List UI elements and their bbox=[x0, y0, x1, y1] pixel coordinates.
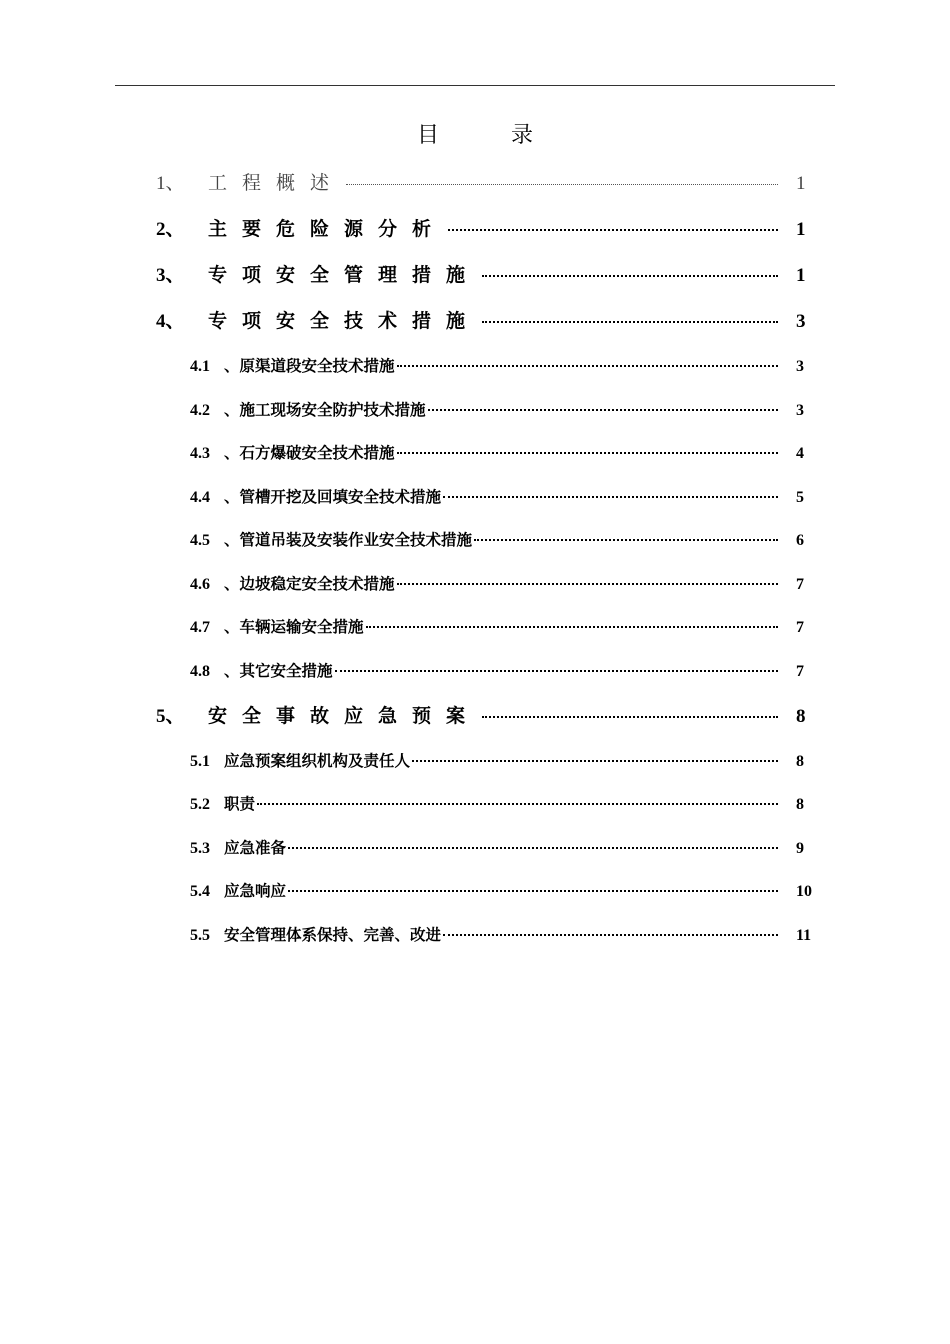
toc-entry-page: 1 bbox=[796, 265, 806, 286]
toc-entry[interactable] bbox=[190, 879, 820, 903]
toc-entry[interactable] bbox=[190, 441, 820, 465]
dot-leader bbox=[482, 275, 778, 277]
dot-leader bbox=[397, 583, 778, 585]
toc-entry-number: 4.2 bbox=[190, 402, 210, 419]
dot-leader bbox=[443, 934, 778, 936]
toc-entry-text: 、石方爆破安全技术措施 bbox=[224, 444, 395, 462]
dot-leader bbox=[412, 760, 778, 762]
dot-leader bbox=[482, 716, 778, 718]
toc-entry-number: 5、 bbox=[156, 706, 185, 727]
toc-entry[interactable] bbox=[156, 306, 820, 336]
toc-entry[interactable] bbox=[190, 836, 820, 860]
toc-entry-number: 3、 bbox=[156, 265, 185, 286]
dot-leader bbox=[257, 803, 778, 805]
toc-entry-text: 工程概述 bbox=[208, 173, 345, 194]
toc-entry[interactable] bbox=[190, 923, 820, 947]
toc-entry-number: 5.1 bbox=[190, 753, 210, 770]
toc-entry-number: 4.4 bbox=[190, 489, 210, 506]
toc-entry-number: 1、 bbox=[156, 173, 185, 194]
dot-leader bbox=[428, 409, 778, 411]
dot-leader bbox=[288, 847, 778, 849]
dot-leader bbox=[482, 321, 778, 323]
toc-entry-page: 3 bbox=[796, 402, 804, 419]
toc-entry-page: 7 bbox=[796, 576, 804, 593]
toc-entry-number: 4.3 bbox=[190, 445, 210, 462]
toc-entry-number: 4.1 bbox=[190, 358, 210, 375]
toc-title: 目录 bbox=[416, 122, 605, 147]
toc-entry-number: 4.5 bbox=[190, 532, 210, 549]
toc-entry-page: 6 bbox=[796, 532, 804, 549]
toc-entry-page: 7 bbox=[796, 663, 804, 680]
toc-entry-text: 、施工现场安全防护技术措施 bbox=[224, 401, 426, 419]
toc-entry[interactable] bbox=[190, 354, 820, 378]
toc-entry-page: 1 bbox=[796, 173, 806, 194]
toc-entry-page: 1 bbox=[796, 219, 806, 240]
toc-entry-page: 10 bbox=[796, 883, 812, 900]
toc-entry-page: 5 bbox=[796, 489, 804, 506]
dot-leader bbox=[397, 365, 778, 367]
toc-entry-number: 5.4 bbox=[190, 883, 210, 900]
toc-entry-text: 主要危险源分析 bbox=[208, 219, 447, 240]
toc-entry-text: 应急响应 bbox=[224, 882, 287, 900]
toc-entry-page: 8 bbox=[796, 753, 804, 770]
toc-entry-page: 7 bbox=[796, 619, 804, 636]
toc-entry-text: 、原渠道段安全技术措施 bbox=[224, 357, 395, 375]
toc-entry-text: 专项安全技术措施 bbox=[208, 311, 481, 332]
toc-entry-text: 应急预案组织机构及责任人 bbox=[224, 752, 411, 770]
toc-entry-text: 职责 bbox=[224, 795, 256, 813]
toc-entry[interactable] bbox=[190, 398, 820, 422]
dot-leader bbox=[443, 496, 778, 498]
toc-entry[interactable] bbox=[190, 615, 820, 639]
toc-entry[interactable] bbox=[190, 528, 820, 552]
toc-entry[interactable] bbox=[156, 214, 820, 244]
toc-entry-text: 安全管理体系保持、完善、改进 bbox=[224, 926, 442, 944]
toc-entry-number: 5.5 bbox=[190, 927, 210, 944]
dot-leader bbox=[288, 890, 778, 892]
toc-entry-page: 11 bbox=[796, 927, 812, 944]
dot-leader bbox=[474, 539, 778, 541]
toc-entry[interactable] bbox=[190, 749, 820, 773]
toc-entry-number: 5.2 bbox=[190, 796, 210, 813]
dot-leader bbox=[366, 626, 778, 628]
toc-entry[interactable] bbox=[156, 260, 820, 290]
toc-entry-number: 4.7 bbox=[190, 619, 210, 636]
toc-entry-text: 专项安全管理措施 bbox=[208, 265, 481, 286]
toc-entry-page: 3 bbox=[796, 311, 806, 332]
toc-entry[interactable] bbox=[190, 485, 820, 509]
toc-entry-text: 、管槽开挖及回填安全技术措施 bbox=[224, 488, 442, 506]
toc-entry-page: 8 bbox=[796, 796, 804, 813]
dot-leader bbox=[346, 184, 778, 185]
toc-entry-number: 4、 bbox=[156, 311, 185, 332]
toc-entry[interactable] bbox=[190, 792, 820, 816]
toc-entry-page: 8 bbox=[796, 706, 806, 727]
toc-entry-text: 、管道吊装及安装作业安全技术措施 bbox=[224, 531, 473, 549]
toc-entry-text: 应急准备 bbox=[224, 839, 287, 857]
toc-entry-text: 、边坡稳定安全技术措施 bbox=[224, 575, 395, 593]
dot-leader bbox=[397, 452, 778, 454]
toc-entry-text: 、其它安全措施 bbox=[224, 662, 333, 680]
toc-entry-page: 4 bbox=[796, 445, 804, 462]
toc-entry[interactable] bbox=[190, 572, 820, 596]
toc-entry-text: 、车辆运输安全措施 bbox=[224, 618, 364, 636]
toc-entry-number: 2、 bbox=[156, 219, 185, 240]
toc-entry[interactable] bbox=[156, 701, 820, 731]
toc-entry-number: 5.3 bbox=[190, 840, 210, 857]
header-rule bbox=[115, 85, 835, 86]
toc-entry-number: 4.8 bbox=[190, 663, 210, 680]
dot-leader bbox=[335, 670, 778, 672]
dot-leader bbox=[448, 229, 778, 231]
toc-entry-text: 安全事故应急预案 bbox=[208, 706, 481, 727]
toc-entry-page: 9 bbox=[796, 840, 804, 857]
toc-entry[interactable] bbox=[190, 659, 820, 683]
toc-entry-number: 4.6 bbox=[190, 576, 210, 593]
toc-entry-page: 3 bbox=[796, 358, 804, 375]
toc-entry[interactable] bbox=[156, 168, 820, 198]
